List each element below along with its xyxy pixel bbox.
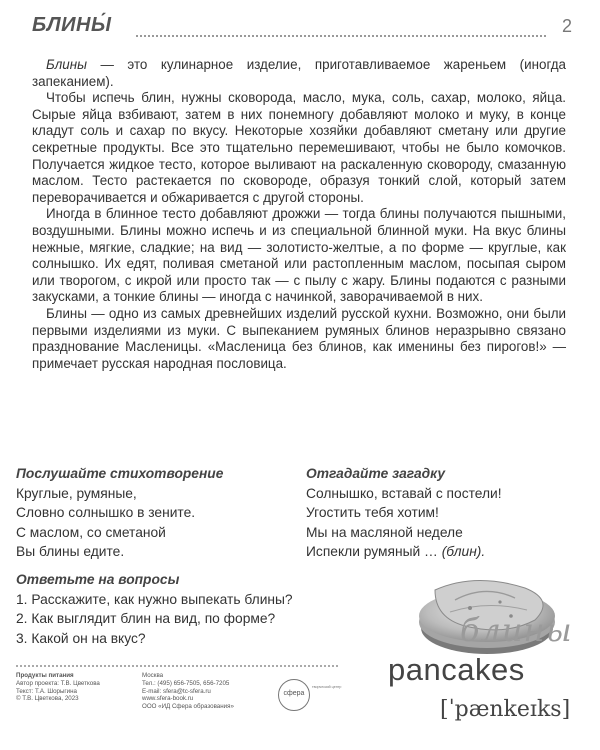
footer-contacts bbox=[142, 672, 274, 711]
paragraph-1-text: — это кулинарное изделие, приготавливаемое жареньем (иногда запеканием). bbox=[32, 57, 566, 89]
paragraph-1-lead: Блины bbox=[46, 57, 87, 72]
poem-line: Словно солнышко в зените. bbox=[16, 505, 196, 521]
logo-subtitle: творческий центр bbox=[312, 685, 342, 689]
question-item: 1. Расскажите, как нужно выпекать блины? bbox=[16, 591, 293, 607]
word-transcription: [ˈpænkeɪks] bbox=[440, 697, 571, 722]
footer-line: ООО «ИД Сфера образования» bbox=[142, 703, 234, 711]
poem-line: Вы блины едите. bbox=[16, 544, 125, 560]
logo-text: сфера bbox=[283, 690, 305, 697]
footer-line: Текст: Т.А. Шорыгина bbox=[16, 687, 77, 695]
paragraph-1 bbox=[32, 57, 566, 90]
paragraph-4: Блины — одно из самых древнейших изделий русской кухни. Возможно, они были первыми изделиями из муки. С выпеканием румяных блинов неразрывно связано празднование Масленицы. «Масленица без блинов, как именины без пирогов!» — примечает русская народная пословица. bbox=[32, 305, 566, 371]
riddle-line: Солнышко, вставай с постели! bbox=[306, 485, 502, 501]
page-header bbox=[32, 14, 572, 44]
footer-dotted-rule bbox=[16, 665, 338, 667]
riddle-line-text: Испекли румяный … bbox=[306, 544, 438, 560]
question-item: 3. Какой он на вкус? bbox=[16, 630, 146, 646]
footer-line: © Т.В. Цветкова, 2023 bbox=[16, 695, 79, 703]
poem-line: Круглые, румяные, bbox=[16, 485, 137, 501]
riddle-answer: (блин). bbox=[441, 544, 486, 560]
page-number: 2 bbox=[561, 16, 572, 36]
question-item: 2. Как выглядит блин на вид, по форме? bbox=[16, 611, 276, 627]
riddle-line: Угостить тебя хотим! bbox=[306, 505, 439, 521]
sfera-logo-icon bbox=[278, 679, 310, 711]
footer-line: www.sfera-book.ru bbox=[142, 695, 194, 703]
poem-section bbox=[16, 464, 286, 562]
questions-heading: Ответьте на вопросы bbox=[16, 572, 180, 587]
word-english: pancakes bbox=[388, 652, 525, 687]
footer-line: Тел.: (495) 656-7505, 656-7205 bbox=[142, 679, 230, 687]
questions-section bbox=[16, 570, 356, 648]
poem-heading: Послушайте стихотворение bbox=[16, 466, 224, 481]
header-dotted-rule bbox=[136, 35, 546, 37]
word-russian: блины bbox=[460, 611, 573, 649]
footer-credits bbox=[16, 672, 134, 703]
paragraph-2: Чтобы испечь блин, нужны сковорода, масло, мука, соль, сахар, молоко, яйца. Сырые яйца взбивают, затем в них понемногу добавляют молоко и муку, в конце кладут соль и сахар по вкусу. Некоторые хозяйки добавляют сметану или другие секретные продукты. Все это тщательно перемешивают, чтобы не было комочков. Получается жидкое тесто, которое выливают на раскаленную сковороду, смазанную маслом. Тесто растекается по сковороде, образуя тонкий слой, который затем переворачивается и обжаривается с другой стороны. bbox=[32, 90, 566, 205]
riddle-heading: Отгадайте загадку bbox=[306, 466, 446, 481]
riddle-line: Мы на масляной неделе bbox=[306, 524, 463, 540]
article-body bbox=[32, 57, 566, 372]
footer-line: Автор проекта: Т.В. Цветкова bbox=[16, 679, 100, 687]
footer-series: Продукты питания bbox=[16, 672, 74, 679]
footer-line: Москва bbox=[142, 672, 164, 679]
riddle-section bbox=[306, 464, 576, 562]
paragraph-3: Иногда в блинное тесто добавляют дрожжи — тогда блины получаются пышными, воздушными. Блины можно испечь и из специальной блинной муки. На вкус блины нежные, мягкие, сладкие; на вид — золотисто-желтые, а по форме — круглые, как солнышко. Их едят, поливая сметаной или растопленным маслом, посыпая сыром или творогом, с икрой или просто так — с пылу с жару. Блины подаются с разными закусками, а тонкие блины — иногда с начинкой, заворачиваемой в них. bbox=[32, 206, 566, 305]
page-title: БЛИНЫ́ bbox=[32, 14, 112, 36]
footer-line: E-mail: sfera@tc-sfera.ru bbox=[142, 687, 211, 695]
riddle-line bbox=[306, 542, 576, 562]
poem-line: С маслом, со сметаной bbox=[16, 524, 166, 540]
